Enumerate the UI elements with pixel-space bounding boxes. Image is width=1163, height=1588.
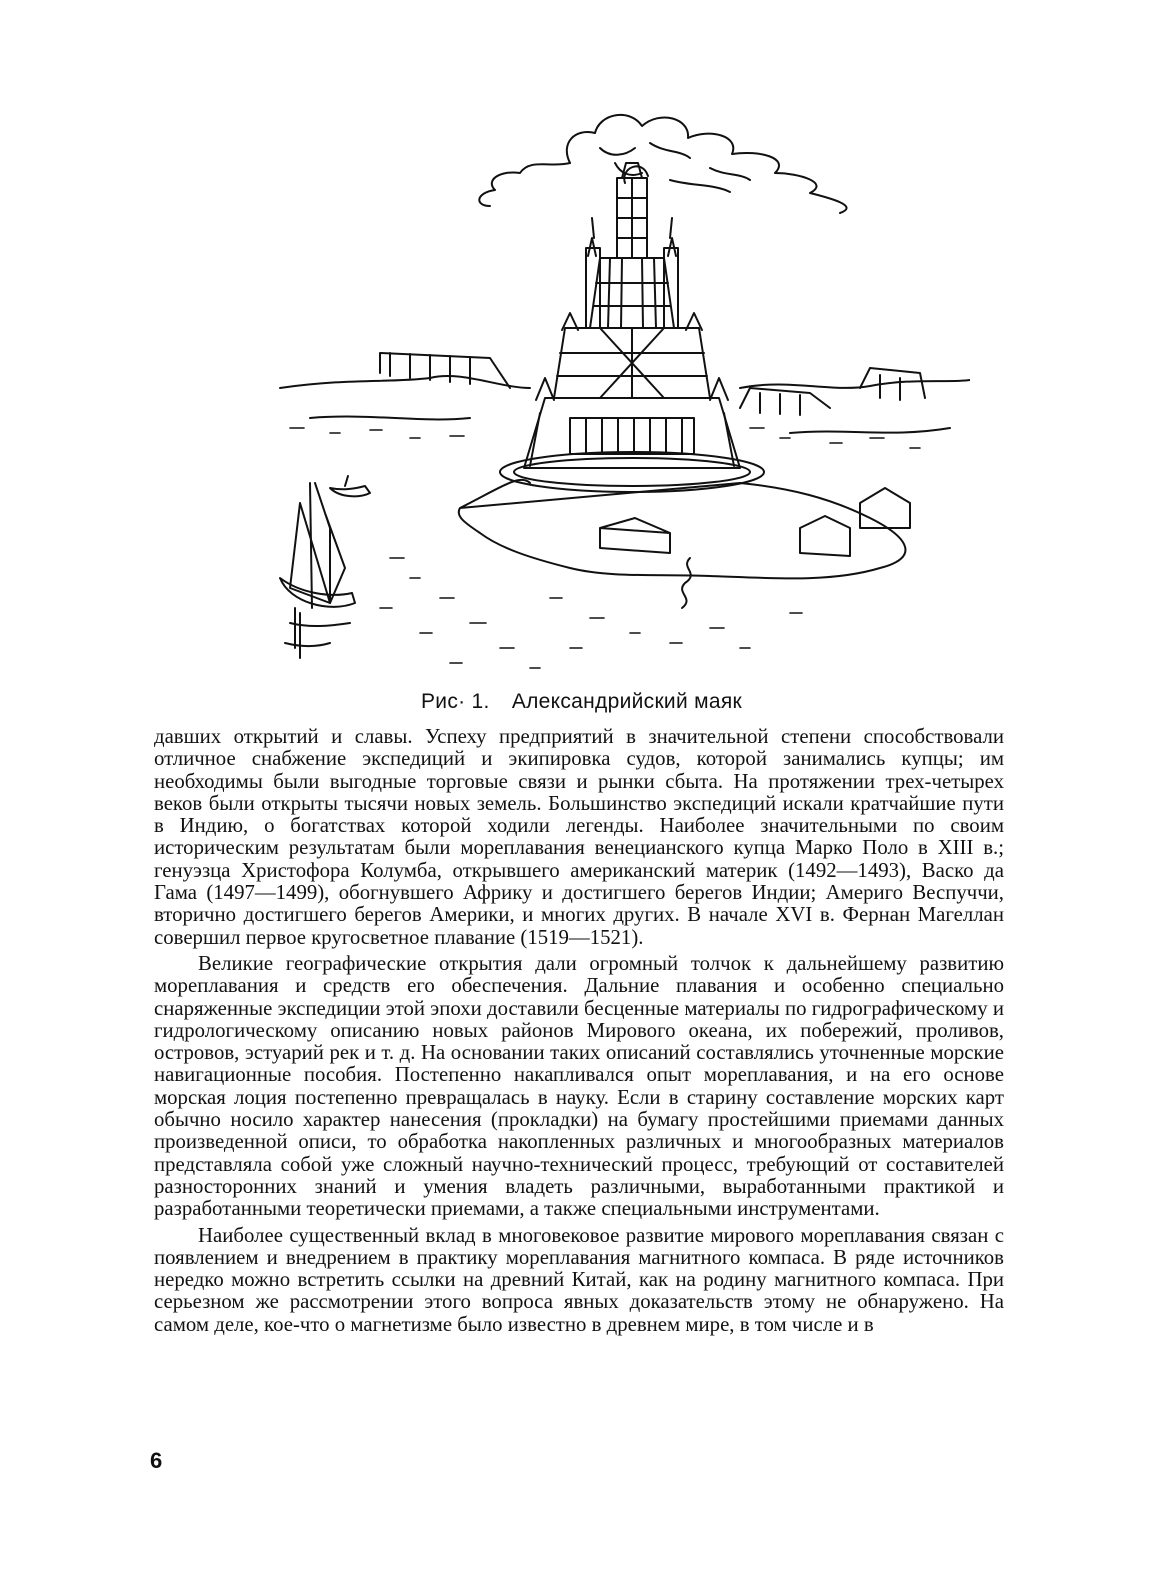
rowboat xyxy=(330,476,370,496)
figure-number: Рис· 1. xyxy=(420,690,490,713)
figure-title: Александрийский маяк xyxy=(511,690,743,713)
page-number: 6 xyxy=(150,1448,163,1473)
sailing-ship xyxy=(280,483,355,658)
paragraph-2: Великие географические открытия дали огромный толчок к дальнейшему развитию мореплавания и средств его обеспечения. Дальние плавания и особенно специально снаряженные экспедиции этой эпохи доставили бесценные материалы по гидрографическому и гидрологическому описанию новых районов Мирового океана, их побережий, проливов, островов, эстуарий рек и т. д. На основании таких описаний составлялись уточненные морские навигационные пособия. Постепенно накапливался опыт мореплавания, и на его основе морская лоция постепенно превращалась в науку. Если в старину составление морских карт обычно носило характер нанесения (прокладки) на бумагу простейшими приемами данных произведенной описи, то обработка накопленных различных и многообразных материалов представляла собой уже сложный научно-технический процесс, требующий от составителей разносторонних знаний и умения владеть различными, выработанными практикой и разработанными теоретически приемами, а также специальными инструментами. xyxy=(154,951,1004,1221)
paragraph-1: давших открытий и славы. Успеху предприятий в значительной степени способствовали отличное снабжение экспедиций и экипировка судов, которой занимались купцы; им необходимы были выгодные торговые связи и рынки сбыта. На протяжении трех-четырех веков были открыты тысячи новых земель. Большинство экспедиций искали кратчайшие пути в Индию, о богатствах которой ходили легенды. Наиболее значительными по своим историческим результатам были мореплавания венецианского купца Марко Поло в XIII в.; генуэзца Христофора Колумба, открывшего американский материк (1492—1493), Васко да Гама (1497—1499), обогнувшего Африку и достигшего берегов Индии; Америго Веспуччи, вторично достигшего берегов Америки, и многих других. В начале XVI в. Фернан Магеллан совершил первое кругосветное плавание (1519—1521). xyxy=(154,725,1004,949)
coastline xyxy=(280,353,970,433)
tower xyxy=(500,163,764,492)
island xyxy=(459,480,910,608)
paragraph-3: Наиболее существенный вклад в многовековое развитие мирового мореплавания связан с появлением и внедрением в практику мореплавания магнитного компаса. В ряде источников нередко можно встретить ссылки на древний Китай, как на родину магнитного компаса. При серьезном же рассмотрении этого вопроса явных доказательств этому не обнаружено. На самом деле, кое-что о магнетизме было известно в древнем мире, в том числе и в xyxy=(154,1223,1004,1336)
figure-caption xyxy=(0,690,1163,714)
smoke xyxy=(479,115,846,213)
body-text xyxy=(154,726,1004,1336)
lighthouse-illustration xyxy=(270,88,970,688)
